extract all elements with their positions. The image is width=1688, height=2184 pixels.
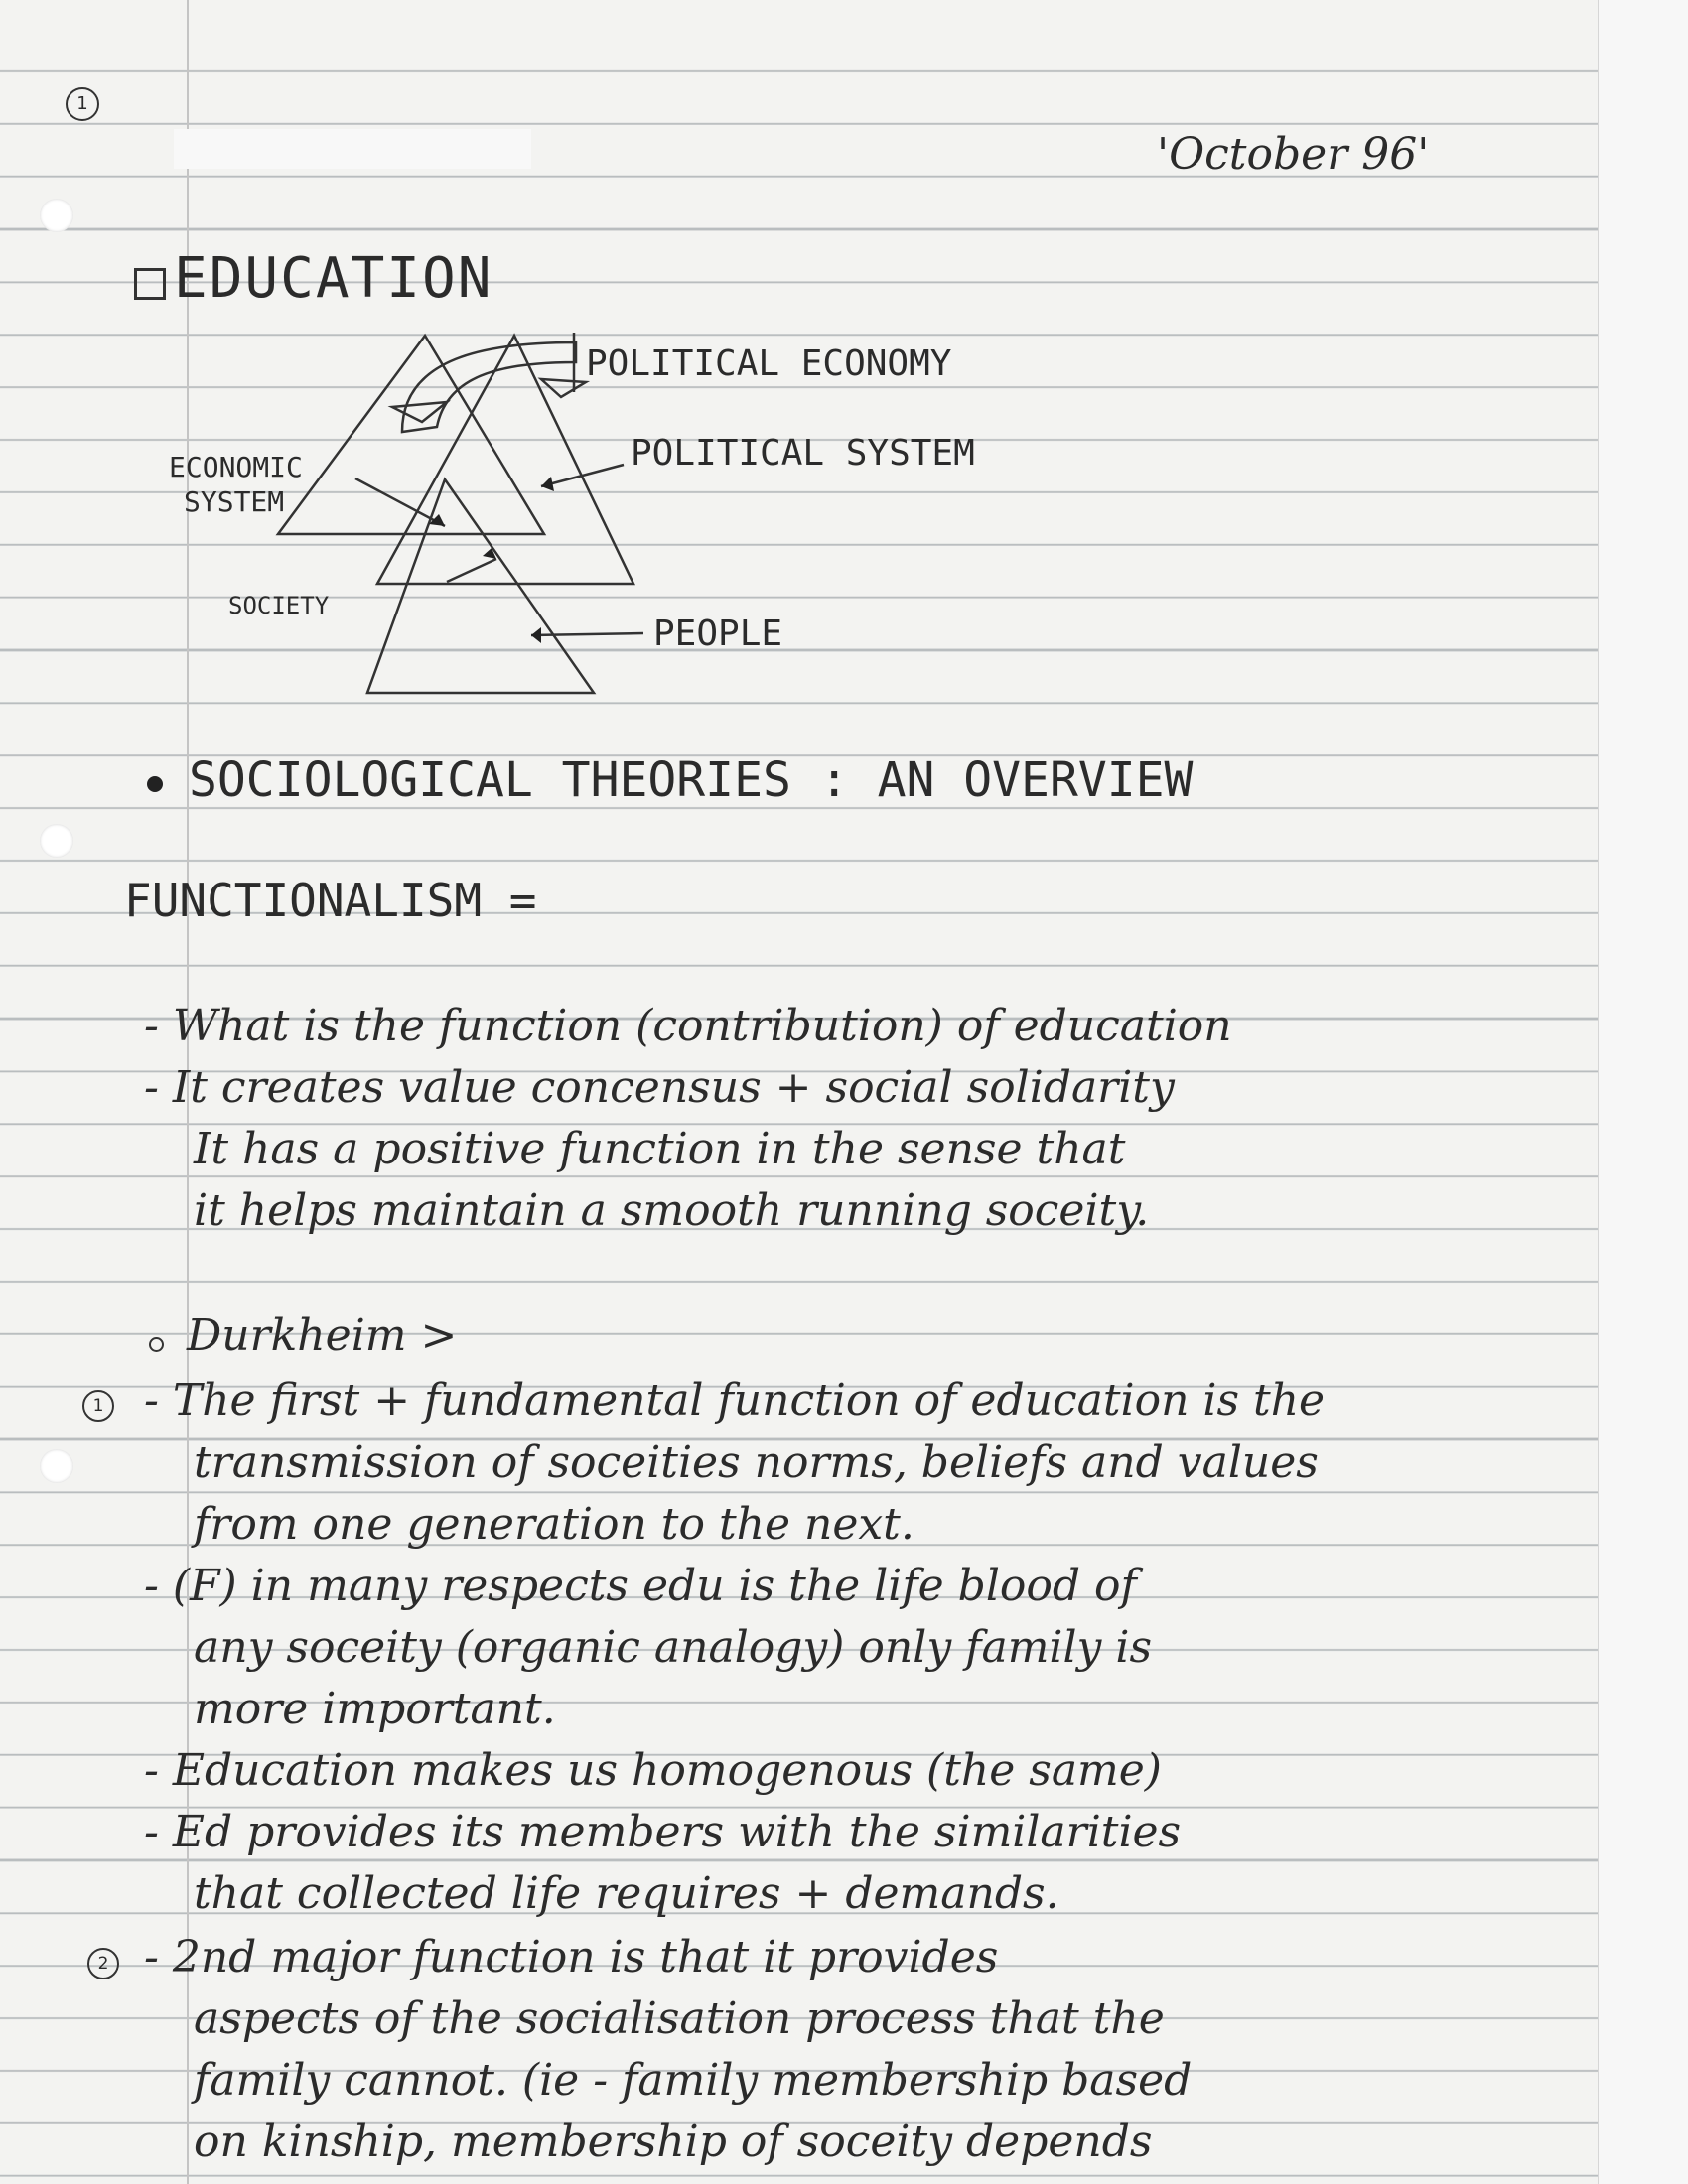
bullet-icon <box>147 776 163 792</box>
functionalism-heading: FUNCTIONALISM = <box>124 874 537 927</box>
political-economy-label: POLITICAL ECONOMY <box>586 343 952 384</box>
arrowhead-icon <box>541 379 586 397</box>
text-line: from one generation to the next. <box>194 1499 914 1550</box>
punch-hole <box>40 824 73 858</box>
people-triangle <box>367 479 594 693</box>
text-line: - Ed provides its members with the similarities <box>144 1807 1182 1857</box>
text-line: - It creates value concensus + social solidarity <box>144 1062 1175 1113</box>
economic-triangle <box>278 336 544 534</box>
text-line: - Education makes us homogenous (the same) <box>144 1745 1162 1796</box>
text-line: - (F) in many respects edu is the life blood of <box>144 1561 1137 1611</box>
text-line: that collected life requires + demands. <box>194 1868 1059 1919</box>
text-line: aspects of the socialisation process that the <box>194 1993 1165 2044</box>
text-line: on kinship, membership of soceity depends <box>194 2116 1153 2167</box>
point-marker: 2 <box>87 1948 119 1979</box>
punch-hole <box>40 1449 73 1483</box>
page-number: 1 <box>66 87 99 121</box>
durkheim-heading: Durkheim > <box>187 1310 458 1361</box>
text-line: transmission of soceities norms, beliefs and values <box>194 1437 1319 1488</box>
text-line: - What is the function (contribution) of education <box>144 1001 1232 1051</box>
society-label: SOCIETY <box>228 592 330 619</box>
page-edge <box>1598 0 1688 2184</box>
people-label: PEOPLE <box>653 614 783 654</box>
text-line: family cannot. (ie - family membership based <box>194 2055 1193 2106</box>
education-diagram <box>149 318 975 695</box>
page-title: EDUCATION <box>174 246 493 311</box>
punch-hole <box>40 199 73 232</box>
economic-system-label: SYSTEM <box>184 485 285 518</box>
economic-system-label: ECONOMIC <box>169 451 303 483</box>
overview-heading: SOCIOLOGICAL THEORIES : AN OVERVIEW <box>189 752 1194 808</box>
point-marker: 1 <box>82 1390 114 1422</box>
date: 'October 96' <box>1157 129 1430 180</box>
text-line: - 2nd major function is that it provides <box>144 1932 999 1982</box>
checkbox-icon <box>134 268 166 300</box>
text-line: any soceity (organic analogy) only family is <box>194 1622 1153 1673</box>
text-line: It has a positive function in the sense that <box>194 1124 1126 1174</box>
text-line: more important. <box>194 1684 556 1734</box>
bullet-icon <box>149 1337 164 1352</box>
political-system-label: POLITICAL SYSTEM <box>631 433 975 474</box>
text-line: - The first + fundamental function of education is the <box>144 1375 1326 1426</box>
text-line: it helps maintain a smooth running soceity. <box>194 1185 1150 1236</box>
redacted-name <box>174 129 531 169</box>
